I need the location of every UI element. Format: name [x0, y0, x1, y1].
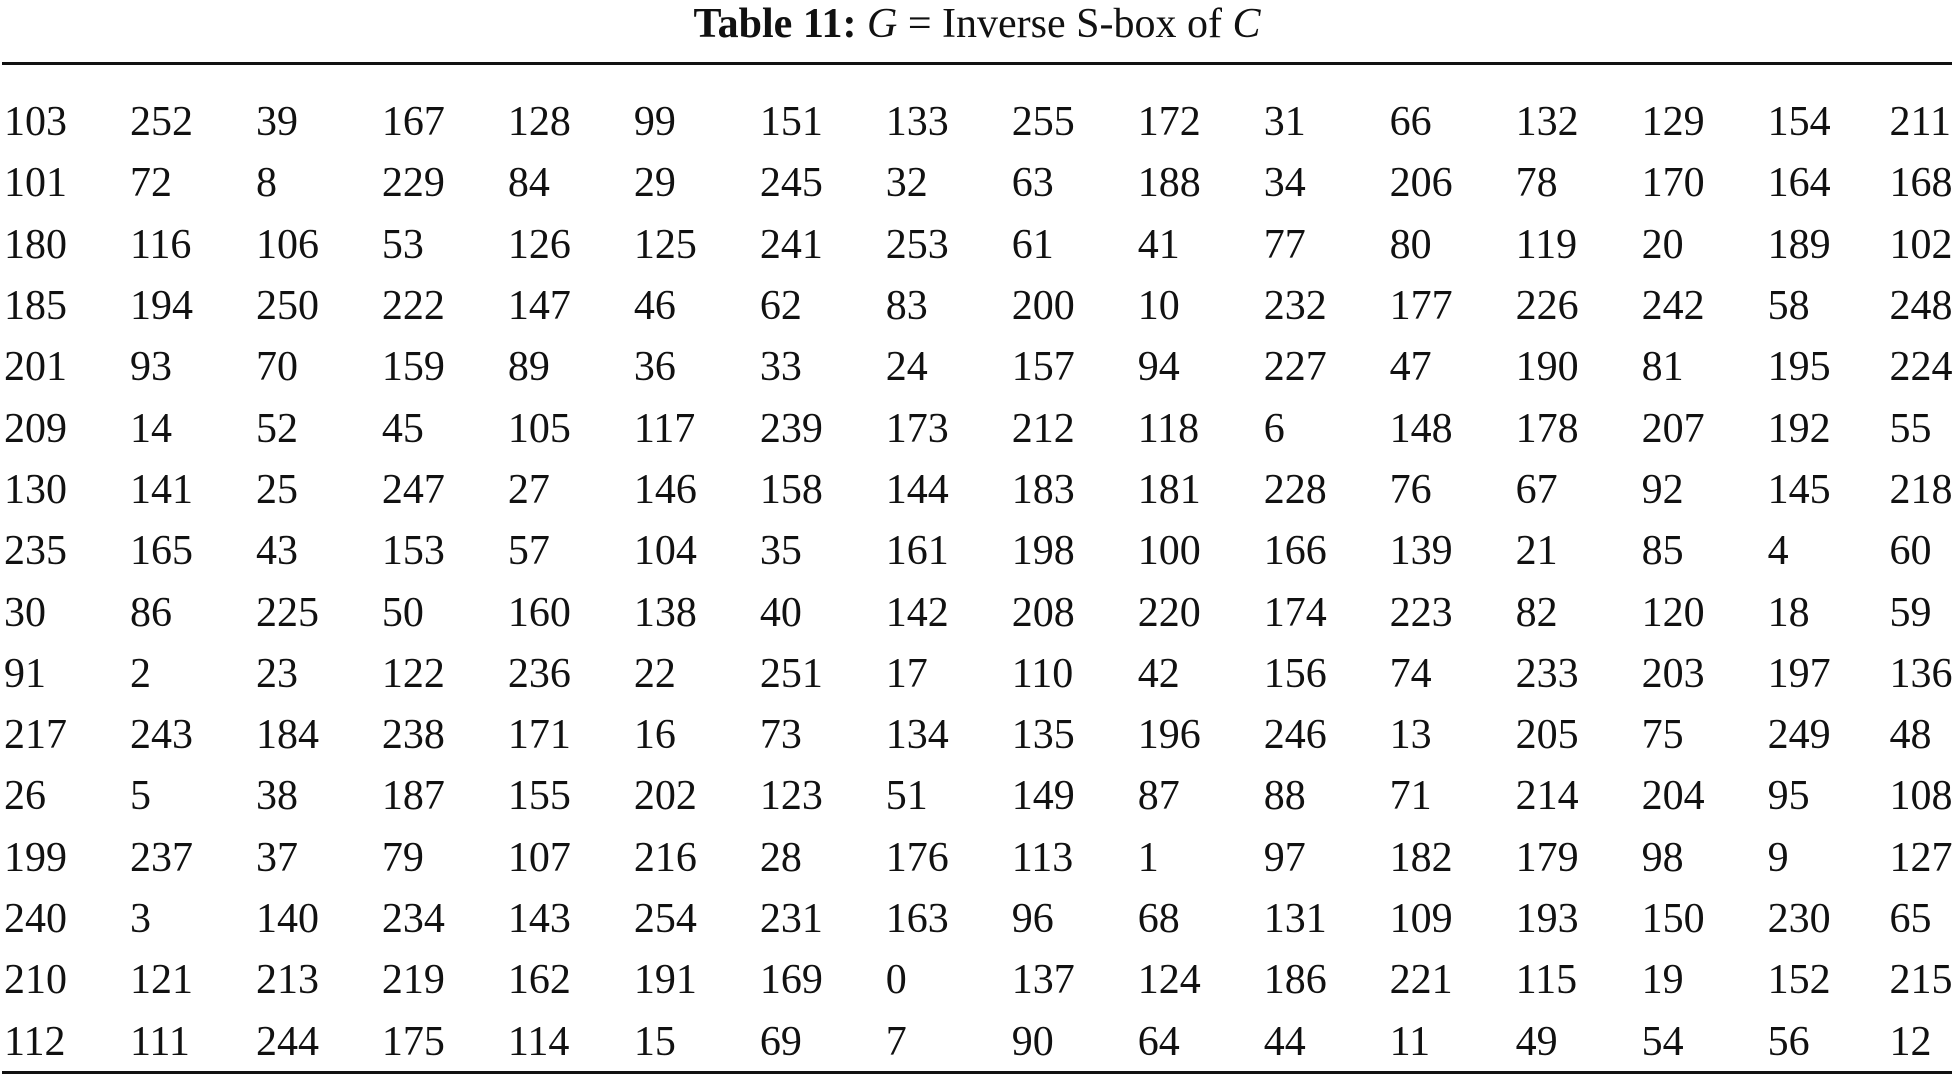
table-cell: 103: [4, 99, 67, 146]
table-cell: 19: [1641, 957, 1684, 1004]
table-cell: 213: [255, 957, 319, 1004]
table-cell: 176: [885, 834, 949, 881]
table-cell: 249: [1767, 712, 1831, 759]
table-cell: 214: [1515, 773, 1579, 820]
table-cell: 97: [1263, 834, 1306, 881]
table-cell: 196: [1137, 712, 1201, 759]
table-cell: 69: [759, 1018, 802, 1065]
table-cell: 140: [255, 896, 319, 942]
table-cell: 122: [381, 650, 445, 697]
table-cell: 93: [129, 344, 172, 391]
table-cell: 207: [1641, 405, 1705, 452]
table-cell: 178: [1515, 405, 1579, 452]
table-cell: 237: [129, 834, 193, 881]
table-cell: 66: [1389, 99, 1432, 146]
table-cell: 47: [1389, 344, 1432, 391]
table-cell: 157: [1011, 344, 1075, 391]
table-cell: 241: [759, 221, 823, 268]
table-cell: 189: [1767, 221, 1831, 268]
table-cell: 132: [1515, 99, 1579, 146]
table-cell: 31: [1263, 99, 1306, 146]
table-cell: 172: [1137, 99, 1201, 146]
table-cell: 222: [381, 283, 445, 330]
table-cell: 85: [1641, 528, 1684, 575]
table-cell: 84: [507, 160, 550, 207]
table-cell: 26: [4, 773, 46, 820]
table-cell: 204: [1641, 773, 1705, 820]
table-cell: 231: [759, 896, 823, 942]
table-cell: 63: [1011, 160, 1054, 207]
table-cell: 251: [759, 650, 823, 697]
table-cell: 17: [885, 650, 928, 697]
table-cell: 174: [1263, 589, 1327, 636]
table-cell: 149: [1011, 773, 1075, 820]
table-cell: 124: [1137, 957, 1201, 1004]
table-cell: 192: [1767, 405, 1831, 452]
table-cell: 38: [255, 773, 298, 820]
table-cell: 197: [1767, 650, 1831, 697]
table-cell: 102: [1889, 221, 1953, 268]
table-cell: 235: [4, 528, 67, 575]
table-caption: [0, 0, 1954, 56]
table-cell: 56: [1767, 1018, 1810, 1065]
table-cell: 165: [129, 528, 193, 575]
table-cell: 190: [1515, 344, 1579, 391]
table-cell: 35: [759, 528, 802, 575]
table-cell: 5: [129, 773, 151, 820]
table-cell: 193: [1515, 896, 1579, 942]
table-cell: 199: [4, 834, 67, 881]
table-row: [0, 582, 1954, 643]
table-cell: 180: [4, 221, 67, 268]
table-cell: 79: [381, 834, 424, 881]
table-cell: 182: [1389, 834, 1453, 881]
caption-eq: =: [907, 1, 932, 47]
table-cell: 75: [1641, 712, 1684, 759]
table-cell: 46: [633, 283, 676, 330]
table-cell: 232: [1263, 283, 1327, 330]
table-cell: 219: [381, 957, 445, 1004]
table-cell: 106: [255, 221, 319, 268]
table-cell: 254: [633, 896, 697, 942]
table-cell: 6: [1263, 405, 1285, 452]
table-cell: 173: [885, 405, 949, 452]
table-bottom-rule: [2, 1071, 1952, 1074]
table-cell: 244: [255, 1018, 319, 1065]
table-cell: 86: [129, 589, 172, 636]
table-cell: 40: [759, 589, 802, 636]
table-cell: 233: [1515, 650, 1579, 697]
table-cell: 125: [633, 221, 697, 268]
table-cell: 117: [633, 405, 696, 452]
table-row: [0, 398, 1954, 459]
table-cell: 22: [633, 650, 676, 697]
table-cell: 177: [1389, 283, 1453, 330]
table-cell: 33: [759, 344, 802, 391]
table-cell: 253: [885, 221, 949, 268]
table-row: [0, 828, 1954, 889]
table-cell: 74: [1389, 650, 1432, 697]
table-cell: 225: [255, 589, 319, 636]
table-row: [0, 276, 1954, 337]
table-row: [0, 644, 1954, 705]
table-cell: 234: [381, 896, 445, 942]
table-cell: 78: [1515, 160, 1558, 207]
inverse-sbox-table: [0, 92, 1954, 1073]
table-cell: 82: [1515, 589, 1558, 636]
table-cell: 223: [1389, 589, 1453, 636]
table-cell: 217: [4, 712, 67, 759]
table-cell: 127: [1889, 834, 1953, 881]
table-cell: 120: [1641, 589, 1705, 636]
table-cell: 1: [1137, 834, 1159, 881]
table-cell: 144: [885, 466, 949, 513]
table-cell: 50: [381, 589, 424, 636]
table-cell: 153: [381, 528, 445, 575]
table-cell: 121: [129, 957, 193, 1004]
table-cell: 108: [1889, 773, 1953, 820]
table-cell: 15: [633, 1018, 676, 1065]
table-cell: 198: [1011, 528, 1075, 575]
table-cell: 109: [1389, 896, 1453, 942]
table-cell: 43: [255, 528, 298, 575]
table-cell: 45: [381, 405, 424, 452]
table-cell: 218: [1889, 466, 1953, 513]
table-cell: 71: [1389, 773, 1432, 820]
table-cell: 245: [759, 160, 823, 207]
table-cell: 209: [4, 405, 67, 452]
table-cell: 28: [759, 834, 802, 881]
table-cell: 70: [255, 344, 298, 391]
table-cell: 138: [633, 589, 697, 636]
table-cell: 205: [1515, 712, 1579, 759]
table-cell: 151: [759, 99, 823, 146]
table-cell: 195: [1767, 344, 1831, 391]
table-cell: 188: [1137, 160, 1201, 207]
table-cell: 216: [633, 834, 697, 881]
table-cell: 185: [4, 283, 67, 330]
table-cell: 161: [885, 528, 949, 575]
table-cell: 30: [4, 589, 46, 636]
table-cell: 12: [1889, 1018, 1932, 1065]
table-cell: 7: [885, 1018, 907, 1065]
table-top-rule: [2, 62, 1952, 65]
table-cell: 184: [255, 712, 319, 759]
table-cell: 59: [1889, 589, 1932, 636]
table-cell: 34: [1263, 160, 1306, 207]
table-cell: 101: [4, 160, 67, 207]
table-cell: 92: [1641, 466, 1684, 513]
table-row: [0, 1011, 1954, 1072]
table-cell: 187: [381, 773, 445, 820]
table-cell: 67: [1515, 466, 1558, 513]
table-row: [0, 153, 1954, 214]
table-cell: 20: [1641, 221, 1684, 268]
table-cell: 18: [1767, 589, 1810, 636]
table-cell: 88: [1263, 773, 1306, 820]
table-cell: 201: [4, 344, 67, 391]
table-cell: 114: [507, 1018, 570, 1065]
table-cell: 146: [633, 466, 697, 513]
table-cell: 154: [1767, 99, 1831, 146]
table-cell: 166: [1263, 528, 1327, 575]
table-cell: 152: [1767, 957, 1831, 1004]
table-cell: 8: [255, 160, 277, 207]
table-cell: 4: [1767, 528, 1789, 575]
table-cell: 164: [1767, 160, 1831, 207]
table-cell: 170: [1641, 160, 1705, 207]
table-cell: 142: [885, 589, 949, 636]
table-cell: 230: [1767, 896, 1831, 942]
table-cell: 155: [507, 773, 571, 820]
caption-label: Table 11:: [693, 1, 857, 47]
table-cell: 37: [255, 834, 298, 881]
table-cell: 9: [1767, 834, 1789, 881]
table-cell: 162: [507, 957, 571, 1004]
table-cell: 242: [1641, 283, 1705, 330]
table-cell: 183: [1011, 466, 1075, 513]
table-cell: 99: [633, 99, 676, 146]
table-cell: 158: [759, 466, 823, 513]
table-cell: 112: [4, 1018, 66, 1065]
table-cell: 126: [507, 221, 571, 268]
table-cell: 44: [1263, 1018, 1306, 1065]
table-cell: 221: [1389, 957, 1453, 1004]
table-cell: 228: [1263, 466, 1327, 513]
table-cell: 65: [1889, 896, 1932, 942]
table-cell: 39: [255, 99, 298, 146]
table-cell: 48: [1889, 712, 1932, 759]
table-cell: 186: [1263, 957, 1327, 1004]
table-cell: 68: [1137, 896, 1180, 942]
table-cell: 55: [1889, 405, 1932, 452]
table-cell: 64: [1137, 1018, 1180, 1065]
table-cell: 123: [759, 773, 823, 820]
table-row: [0, 460, 1954, 521]
table-cell: 116: [129, 221, 192, 268]
table-cell: 23: [255, 650, 298, 697]
table-cell: 91: [4, 650, 46, 697]
table-row: [0, 889, 1954, 950]
table-cell: 41: [1137, 221, 1180, 268]
table-cell: 179: [1515, 834, 1579, 881]
table-cell: 136: [1889, 650, 1953, 697]
table-cell: 206: [1389, 160, 1453, 207]
table-cell: 130: [4, 466, 67, 513]
table-cell: 137: [1011, 957, 1075, 1004]
table-cell: 32: [885, 160, 928, 207]
table-cell: 194: [129, 283, 193, 330]
table-cell: 243: [129, 712, 193, 759]
table-cell: 226: [1515, 283, 1579, 330]
caption-of-var: C: [1232, 1, 1261, 47]
table-cell: 175: [381, 1018, 445, 1065]
table-cell: 212: [1011, 405, 1075, 452]
table-cell: 238: [381, 712, 445, 759]
table-cell: 246: [1263, 712, 1327, 759]
table-cell: 110: [1011, 650, 1074, 697]
table-cell: 129: [1641, 99, 1705, 146]
table-cell: 87: [1137, 773, 1180, 820]
table-cell: 252: [129, 99, 193, 146]
table-cell: 107: [507, 834, 571, 881]
table-cell: 229: [381, 160, 445, 207]
table-cell: 113: [1011, 834, 1074, 881]
table-cell: 76: [1389, 466, 1432, 513]
table-cell: 16: [633, 712, 676, 759]
table-cell: 54: [1641, 1018, 1684, 1065]
table-cell: 21: [1515, 528, 1558, 575]
table-cell: 160: [507, 589, 571, 636]
table-cell: 72: [129, 160, 172, 207]
table-cell: 29: [633, 160, 676, 207]
table-row: [0, 950, 1954, 1011]
table-cell: 239: [759, 405, 823, 452]
table-cell: 58: [1767, 283, 1810, 330]
table-cell: 115: [1515, 957, 1578, 1004]
table-cell: 49: [1515, 1018, 1558, 1065]
table-cell: 240: [4, 896, 67, 942]
table-cell: 181: [1137, 466, 1201, 513]
inverse-sbox-table-body: [0, 92, 1954, 1073]
table-cell: 100: [1137, 528, 1201, 575]
table-cell: 208: [1011, 589, 1075, 636]
table-cell: 159: [381, 344, 445, 391]
table-cell: 250: [255, 283, 319, 330]
table-row: [0, 766, 1954, 827]
table-cell: 52: [255, 405, 298, 452]
table-cell: 141: [129, 466, 193, 513]
table-cell: 168: [1889, 160, 1953, 207]
table-cell: 77: [1263, 221, 1306, 268]
table-cell: 143: [507, 896, 571, 942]
table-cell: 57: [507, 528, 550, 575]
table-cell: 134: [885, 712, 949, 759]
table-cell: 210: [4, 957, 67, 1004]
table-cell: 42: [1137, 650, 1180, 697]
table-cell: 191: [633, 957, 697, 1004]
table-cell: 14: [129, 405, 172, 452]
table-cell: 105: [507, 405, 571, 452]
table-cell: 167: [381, 99, 445, 146]
table-row: [0, 337, 1954, 398]
table-cell: 51: [885, 773, 928, 820]
table-cell: 25: [255, 466, 298, 513]
table-cell: 171: [507, 712, 571, 759]
table-cell: 0: [885, 957, 907, 1004]
table-row: [0, 521, 1954, 582]
table-cell: 27: [507, 466, 550, 513]
table-cell: 2: [129, 650, 151, 697]
table-cell: 53: [381, 221, 424, 268]
table-cell: 220: [1137, 589, 1201, 636]
table-cell: 60: [1889, 528, 1932, 575]
table-cell: 163: [885, 896, 949, 942]
table-cell: 111: [129, 1018, 190, 1065]
caption-var: G: [867, 1, 898, 47]
table-cell: 94: [1137, 344, 1180, 391]
table-cell: 148: [1389, 405, 1453, 452]
table-cell: 96: [1011, 896, 1054, 942]
table-cell: 83: [885, 283, 928, 330]
table-cell: 62: [759, 283, 802, 330]
table-cell: 150: [1641, 896, 1705, 942]
table-row: [0, 215, 1954, 276]
table-cell: 24: [885, 344, 928, 391]
table-cell: 98: [1641, 834, 1684, 881]
table-row: [0, 92, 1954, 153]
table-cell: 81: [1641, 344, 1684, 391]
table-cell: 236: [507, 650, 571, 697]
table-cell: 247: [381, 466, 445, 513]
table-cell: 169: [759, 957, 823, 1004]
table-cell: 224: [1889, 344, 1953, 391]
table-cell: 104: [633, 528, 697, 575]
table-cell: 203: [1641, 650, 1705, 697]
table-cell: 211: [1889, 99, 1951, 146]
table-cell: 248: [1889, 283, 1953, 330]
table-cell: 3: [129, 896, 151, 942]
table-cell: 131: [1263, 896, 1327, 942]
table-cell: 13: [1389, 712, 1432, 759]
table-cell: 119: [1515, 221, 1578, 268]
table-cell: 90: [1011, 1018, 1054, 1065]
table-cell: 145: [1767, 466, 1831, 513]
table-cell: 89: [507, 344, 550, 391]
table-cell: 133: [885, 99, 949, 146]
table-cell: 11: [1389, 1018, 1431, 1065]
table-cell: 147: [507, 283, 571, 330]
table-cell: 255: [1011, 99, 1075, 146]
table-cell: 36: [633, 344, 676, 391]
table-cell: 95: [1767, 773, 1810, 820]
table-cell: 80: [1389, 221, 1432, 268]
table-cell: 227: [1263, 344, 1327, 391]
table-cell: 118: [1137, 405, 1200, 452]
caption-text: Inverse S-box of: [942, 1, 1222, 47]
table-cell: 200: [1011, 283, 1075, 330]
table-cell: 202: [633, 773, 697, 820]
table-cell: 156: [1263, 650, 1327, 697]
table-cell: 215: [1889, 957, 1953, 1004]
table-cell: 135: [1011, 712, 1075, 759]
table-cell: 73: [759, 712, 802, 759]
table-cell: 128: [507, 99, 571, 146]
table-cell: 10: [1137, 283, 1180, 330]
table-cell: 61: [1011, 221, 1054, 268]
table-row: [0, 705, 1954, 766]
table-cell: 139: [1389, 528, 1453, 575]
